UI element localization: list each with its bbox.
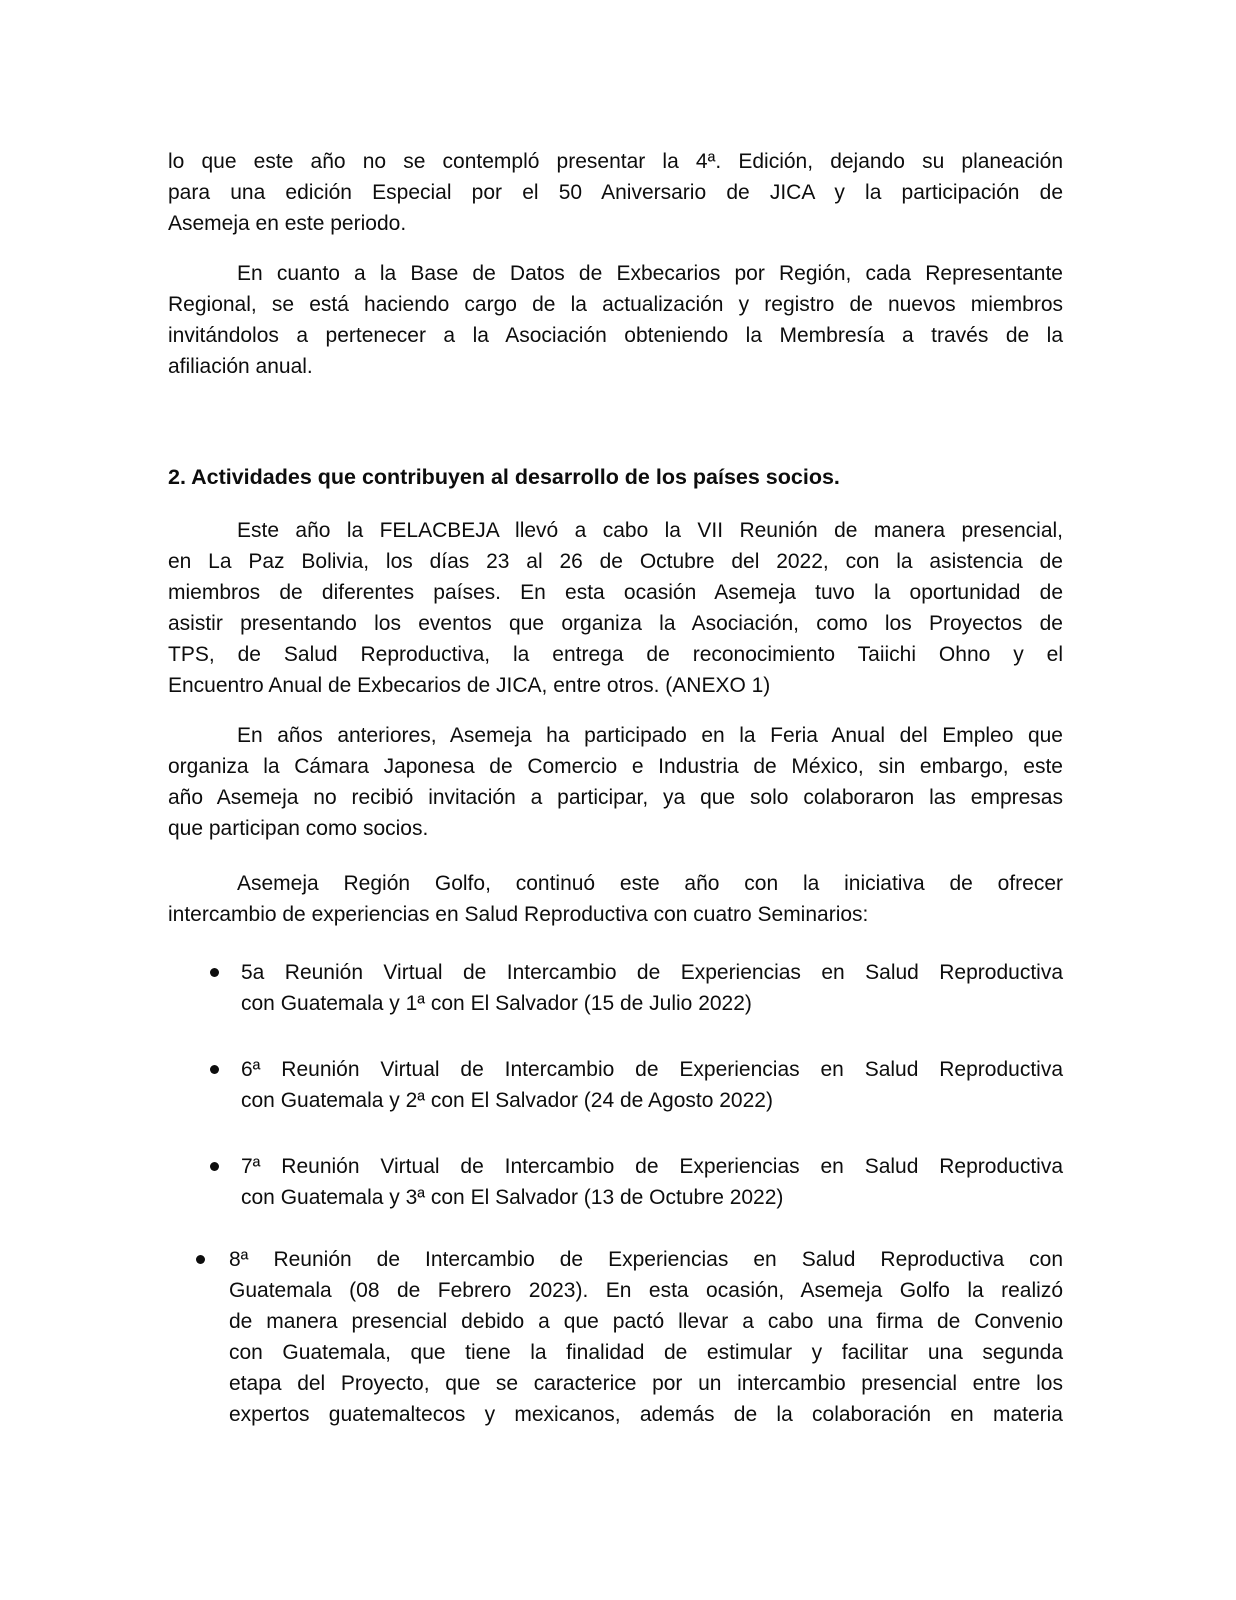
paragraph-intro-continuation — [168, 146, 1063, 239]
paragraph-felacbeja-reunion — [168, 515, 1063, 701]
text-line: Asemeja Región Golfo, continuó este año con la iniciativa de ofrecer — [237, 872, 1063, 895]
text-line: Asemeja en este periodo. — [168, 212, 407, 235]
text-line: En cuanto a la Base de Datos de Exbecarios por Región, cada Representante — [237, 262, 1063, 285]
text-line: organiza la Cámara Japonesa de Comercio e Industria de México, sin embargo, este — [168, 755, 1063, 778]
text-line: asistir presentando los eventos que organiza la Asociación, como los Proyectos de — [168, 612, 1063, 635]
bullet-icon — [196, 1255, 205, 1264]
text-line: 5a Reunión Virtual de Intercambio de Experiencias en Salud Reproductiva — [241, 961, 1063, 984]
text-line: con Guatemala y 1ª con El Salvador (15 de Julio 2022) — [241, 992, 752, 1015]
bullet-item-seminar-7a — [168, 1151, 1063, 1213]
text-line: intercambio de experiencias en Salud Reproductiva con cuatro Seminarios: — [168, 903, 869, 926]
text-line: con Guatemala y 3ª con El Salvador (13 de Octubre 2022) — [241, 1186, 784, 1209]
text-line: Regional, se está haciendo cargo de la actualización y registro de nuevos miembros — [168, 293, 1063, 316]
text-line: año Asemeja no recibió invitación a participar, ya que solo colaboraron las empresas — [168, 786, 1063, 809]
section-heading-actividades: 2. Actividades que contribuyen al desarrollo de los países socios. — [168, 465, 840, 489]
text-line: de manera presencial debido a que pactó llevar a cabo una firma de Convenio — [229, 1310, 1063, 1333]
text-line: afiliación anual. — [168, 355, 313, 378]
text-line: en La Paz Bolivia, los días 23 al 26 de Octubre del 2022, con la asistencia de — [168, 550, 1063, 573]
bullet-text — [241, 957, 1063, 1019]
document-content — [168, 146, 1063, 1430]
text-line: En años anteriores, Asemeja ha participado en la Feria Anual del Empleo que — [237, 724, 1063, 747]
bullet-icon — [210, 968, 219, 977]
text-line: expertos guatemaltecos y mexicanos, además de la colaboración en materia — [229, 1403, 1063, 1426]
text-line: 7ª Reunión Virtual de Intercambio de Experiencias en Salud Reproductiva — [241, 1155, 1063, 1178]
text-line: que participan como socios. — [168, 817, 429, 840]
bullet-item-seminar-8a — [168, 1244, 1063, 1430]
text-line: para una edición Especial por el 50 Aniversario de JICA y la participación de — [168, 181, 1063, 204]
text-line: 8ª Reunión de Intercambio de Experiencias en Salud Reproductiva con — [229, 1248, 1063, 1271]
text-line: invitándolos a pertenecer a la Asociación obteniendo la Membresía a través de la — [168, 324, 1063, 347]
bullet-text — [229, 1244, 1063, 1430]
bullet-text — [241, 1151, 1063, 1213]
text-line: Este año la FELACBEJA llevó a cabo la VII Reunión de manera presencial, — [237, 519, 1063, 542]
text-line: con Guatemala y 2ª con El Salvador (24 de Agosto 2022) — [241, 1089, 773, 1112]
text-line: lo que este año no se contempló presentar la 4ª. Edición, dejando su planeación — [168, 150, 1063, 173]
text-line: con Guatemala, que tiene la finalidad de estimular y facilitar una segunda — [229, 1341, 1063, 1364]
text-line: TPS, de Salud Reproductiva, la entrega de reconocimiento Taiichi Ohno y el — [168, 643, 1063, 666]
bullet-item-seminar-5a — [168, 957, 1063, 1019]
paragraph-database-exbecarios — [168, 258, 1063, 382]
text-line: miembros de diferentes países. En esta ocasión Asemeja tuvo la oportunidad de — [168, 581, 1063, 604]
bullet-icon — [210, 1162, 219, 1171]
bullet-text — [241, 1054, 1063, 1116]
bullet-item-seminar-6a — [168, 1054, 1063, 1116]
bullet-icon — [210, 1065, 219, 1074]
paragraph-region-golfo — [168, 868, 1063, 930]
paragraph-feria-empleo — [168, 720, 1063, 844]
text-line: Guatemala (08 de Febrero 2023). En esta ocasión, Asemeja Golfo la realizó — [229, 1279, 1063, 1302]
text-line: etapa del Proyecto, que se caracterice por un intercambio presencial entre los — [229, 1372, 1063, 1395]
text-line: Encuentro Anual de Exbecarios de JICA, entre otros. (ANEXO 1) — [168, 674, 771, 697]
text-line: 6ª Reunión Virtual de Intercambio de Experiencias en Salud Reproductiva — [241, 1058, 1063, 1081]
